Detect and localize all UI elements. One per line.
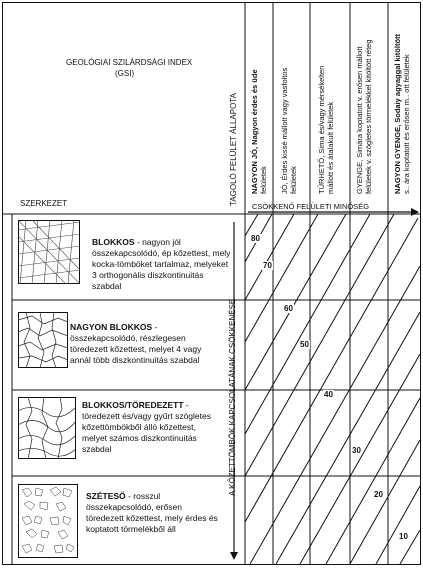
gsi-value-80: 80 [251, 234, 260, 243]
interlocking-decrease-label: A KŐZETTÖMBÖK KAPCSOLATÁNAK CSÖKKENÉSE [228, 298, 237, 496]
column-very-poor: NAGYON GYENGE, Sodaiy agyaggal kitöltött s.. ára koptatott és erősen m.. ott felületek [393, 33, 411, 194]
structure-label: SZERKEZET [20, 199, 68, 208]
column-poor: GYENGE, Simára koptatott v. erősen mállott felületek v. szögletes törmelékkel kitöltött réteg [355, 39, 373, 194]
surface-condition-title: TAGOLÓ FELÜLET ÁLLAPOTA [229, 93, 238, 206]
row-blocky-description: BLOKKOS - nagyon jól összekapcsolódó, ép kőzettest, mely kocka-tömböket tartalmaz, melyeket 3 orthogonális diszkontinuitás szabdal [92, 237, 231, 291]
disintegrated-thumbnail [18, 484, 78, 558]
row-disintegrated-description: SZÉTESŐ - rosszul összekapcsolódó, erősen töredezett kőzettest, mely érdes és koptatott törmelékből áll [86, 491, 218, 534]
blocky-thumbnail [18, 220, 80, 284]
decreasing-surface-quality-label: CSÖKKENŐ FELÜLETI MINŐSÉG [252, 202, 370, 211]
column-good: JÓ, Érdes kissé mállott vagy vasfoltos felületek [280, 67, 298, 194]
gsi-abbrev: (GSI) [115, 69, 135, 78]
column-fair: TŰRHETŐ, Sima és/vagy mérsékelten mállott és átalakult felületek [317, 65, 335, 194]
gsi-title: GEOLÓGIAI SZILÁRDSÁGI INDEX [66, 58, 193, 67]
very-blocky-thumbnail [18, 312, 68, 368]
gsi-value-20: 20 [374, 490, 383, 499]
gsi-value-30: 30 [352, 446, 361, 455]
gsi-value-10: 10 [399, 532, 408, 541]
gsi-value-50: 50 [300, 340, 309, 349]
row-blocky-disturbed-description: BLOKKOS/TÖREDEZETT - töredezett és/vagy gyűrt szögletes kőzettömbökből álló kőzettest, melyet számos diszkontinuitás szabdal [82, 400, 211, 454]
row-very-blocky-description: NAGYON BLOKKOS - összekapcsolódó, részlegesen töredezett kőzettest, melyet 4 vagy annál több diszkontinuitás szabdal [70, 322, 202, 365]
gsi-value-40: 40 [324, 390, 333, 399]
gsi-value-60: 60 [284, 304, 293, 313]
gsi-value-70: 70 [263, 261, 272, 270]
blocky-disturbed-thumbnail [18, 397, 76, 459]
column-very-good: NAGYON JÓ, Nagyon érdes és üde felületek [250, 69, 268, 194]
